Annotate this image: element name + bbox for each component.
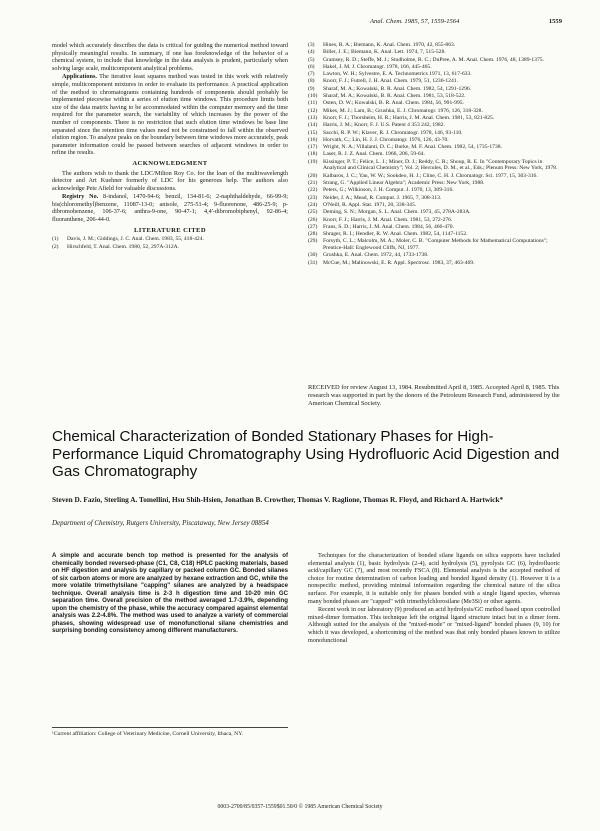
reference-text: Kissinger, P. T.; Felice, L. J.; Miner, D. J.; Reddy, C. R.; Shoup, R. E. In "Contemporary Topics in Analytical and Clinical Chemistry"; Vol. 2; Hercules, D. M., et al., Eds.; Plenum Press: New York, 1978. <box>323 158 558 172</box>
applications-heading: Applications. <box>62 73 97 81</box>
reference-item <box>308 78 560 85</box>
reference-item <box>308 173 560 180</box>
reference-number: (22) <box>308 187 318 194</box>
reference-number: (17) <box>308 144 318 151</box>
reference-number: (15) <box>308 129 318 136</box>
reference-item <box>308 180 560 187</box>
reference-item <box>308 57 560 64</box>
reference-item: (1) Davis, J. M.; Giddings, J. C. Anal. Chem. 1983, 55, 418-424. <box>52 236 204 243</box>
reference-number: (13) <box>308 114 318 121</box>
reference-text: Horvath, C.; Lin, H. J. J. Chromatogr. 1976, 126, 43-70. <box>323 136 449 143</box>
reference-number: (23) <box>308 194 318 201</box>
reference-text: Nelder, J. A.; Mead, R. Comput. J. 1965, 7, 308-313. <box>323 194 442 201</box>
reference-number: (8) <box>308 78 315 85</box>
reference-number: (9) <box>308 85 315 92</box>
reference-number: (3) <box>308 42 315 48</box>
reference-item <box>308 202 560 209</box>
affiliation-footnote: ¹Current affiliation: College of Veterinary Medicine, Cornell University, Ithaca, NY. <box>52 727 288 738</box>
body-paragraph-2: Recent work in our laboratory (9) produced an acid hydrolysis/GC method based upon controlled mixed-dimer formation. This technique left the original ligand structure intact but in a dimer form. Although suited for the analysis of the "mixed-mode" or "mixed-ligand" bonded phases (9, 10) for which it was developed, a shortcoming of the method was that only bonded phases known to utilize monofunctional <box>308 606 560 644</box>
right-reference-list <box>308 42 560 267</box>
page-footer: 0003-2700/85/0357-1559$01.50/0 © 1985 American Chemical Society <box>217 804 383 810</box>
reference-text: Sharaf, M. A.; Kowalski, B. R. Anal. Chem. 1982, 54, 1291-1296. <box>323 85 472 92</box>
reference-number: (5) <box>308 56 315 63</box>
reference-text: Wright, N. A.; Villalanti, D. C.; Burke, M. F. Anal. Chem. 1982, 54, 1735-1738. <box>323 144 502 151</box>
reference-item <box>308 137 560 144</box>
reference-text: Knorr, F. J.; Thorsheim, H. R.; Harris, J. M. Anal. Chem. 1981, 53, 821-825. <box>323 114 495 121</box>
reference-item <box>308 224 560 231</box>
reference-text: Biller, J. E.; Biemann, K. Anal. Lett. 1974, 7, 515-528. <box>323 49 446 56</box>
reference-item <box>308 122 560 129</box>
reference-text: Frans, S. D.; Harris, J. M. Anal. Chem. 1984, 56, 466-470. <box>323 223 454 230</box>
reference-text: Peters, G.; Wilkinson, J. H. Comput. J. 1970, 13, 309-316. <box>323 187 454 194</box>
reference-text: Hakel, J. M. J. Chromatogr. 1978, 166, 445-465. <box>323 63 432 70</box>
reference-text: Lawton, W. H.; Sylvestre, E. A. Technometrics 1971, 13, 617-633. <box>323 71 472 78</box>
reference-text: Knorr, F. J.; Futrell, J. H. Anal. Chem. 1979, 51, 1236-1241. <box>323 78 458 85</box>
reference-item <box>308 64 560 71</box>
reference-item <box>308 100 560 107</box>
reference-number: (10) <box>308 93 318 100</box>
article-authors: Steven D. Fazio, Sterling A. Tomellini, Hsu Shih-Hsien, Jonathan B. Crowther, Thomas V. Raglione, Thomas R. Floyd, and Richard A. Hartwick* <box>52 495 504 504</box>
article-title: Chemical Characterization of Bonded Stationary Phases for High-Performance Liquid Chromatography Using Hydrofluoric Acid Digestion and Gas Chromatography <box>52 428 560 480</box>
reference-text: McCue, M.; Malinowski, E. R. Appl. Spectrosc. 1983, 37, 463-469. <box>323 259 475 266</box>
reference-text: Kalbaros, J. C.; Yau, W. W.; Sookdeo, H. J.; Cline, C. H. J. Chromatogr. Sci. 1977, 15, 303-316. <box>323 172 538 179</box>
reference-item <box>308 86 560 93</box>
reference-item <box>308 151 560 158</box>
reference-text: Harris, J. M.; Knorr, F. J. U.S. Patent 4 353 242, 1982. <box>323 122 445 129</box>
reference-item <box>308 252 560 259</box>
intro-paragraph: model which accurately describes the data is critical for guiding the numerical method toward physically meaningful results. In summary, if one has foreknowledge of the behavior of a chemical system, to include that knowledge in the data analysis is prudent, particularly when solving large scale, multicomponent analytical problems. <box>52 42 288 72</box>
acknowledgment-text: The authors wish to thank the LDC/Milton Roy Co. for the loan of the multiwavelength detector and Art Kuehner formerly of LDC for his generous help. The authors also acknowledge Pete Afield for valuable discussions. <box>52 169 288 192</box>
reference-text: Laser, R. J. Z. Anal. Chem. 1966, 206, 59-64. <box>323 151 425 158</box>
article-affiliation: Department of Chemistry, Rutgers University, Piscataway, New Jersey 08854 <box>52 519 269 527</box>
applications-text: The iterative least squares method was tested in this work with relatively simple, multicomponent mixtures in order to evaluate its performance. A practical application of the method to chromatograms containing hundreds of components should probably be implemented piecewise within a series of elution time windows. This procedure limits both size of the data matrix having to be accommodated within the computer memory and the time required for the parameter search, the variability of which increases by the power of the number of components. There is no restriction that such elution time windows be base line separated since the retention time values need not be constrained to fall within the observed elution region. To analyze peaks on the boundary between time windows more accurately, peak parameter information could be passed between searches of adjacent windows in order to refine the results. <box>52 73 288 157</box>
reference-number: (14) <box>308 122 318 129</box>
reference-item <box>308 108 560 115</box>
reference-item <box>308 115 560 122</box>
reference-item <box>308 209 560 216</box>
reference-text: Sacchi, R. P. W.; Klaver, R. J. Chromatogr. 1978, 146, 93-110. <box>323 129 463 136</box>
reference-number: (12) <box>308 107 318 114</box>
reference-item <box>308 217 560 224</box>
reference-item <box>308 260 560 267</box>
reference-item <box>308 238 560 251</box>
reference-number: (21) <box>308 180 318 187</box>
reference-number: (16) <box>308 136 318 143</box>
reference-item: (2) Hirschfeld, T. Anal. Chem. 1980, 52, 297A-312A. <box>52 243 180 250</box>
reference-number: (28) <box>308 231 318 238</box>
reference-item <box>308 130 560 137</box>
reference-item <box>308 49 560 56</box>
reference-number: (6) <box>308 63 315 70</box>
registry-label: Registry No. <box>62 193 99 201</box>
reference-number: (19) <box>308 158 318 165</box>
reference-number: (18) <box>308 151 318 158</box>
reference-item <box>308 93 560 100</box>
reference-text: Shrager, R. I.; Hendler, R. W. Anal. Chem. 1982, 54, 1147-1152. <box>323 231 468 238</box>
page-number: 1559 <box>548 18 562 25</box>
received-note: RECEIVED for review August 13, 1984. Resubmitted April 8, 1985. Accepted April 8, 1985. This research was supported in part by the donors of the Petroleum Research Fund, administered by the American Chemical Society. <box>308 384 560 407</box>
reference-number: (26) <box>308 216 318 223</box>
reference-text: Forsyth, C. L.; Malcolm, M. A.; Moler, C. B. "Computer Methods for Mathematical Computations"; Prentice-Hall: Englewood Cliffs, NJ, 1977. <box>323 238 548 252</box>
applications-paragraph <box>52 73 288 157</box>
reference-item <box>308 71 560 78</box>
reference-text: Gramsey, R. D.; Steffe, M. J.; Studholme, R. C.; DuPree, A. M. Anal. Chem. 1976, 48, 1389-1375. <box>323 56 544 63</box>
body-paragraph-1: Techniques for the characterization of bonded silane ligands on silica supports have included elemental analysis (1), basic hydrolysis (2-4), acid hydrolysis (5), pyrolysis GC (6), hydrofluoric acid/capillary GC (7), and most recently FSCA (8). Elemental analysis is the accepted method of choice for routine determination of carbon loading and bonded ligand density (1). However it is a nonspecific method, providing minimal information regarding the chemical nature of the silica surface. For example, it is suitable only for phases bonded with a single ligand species, whereas many bonded phases are "capped" with trimethylchlorosilane (Me3Si) or other agents. <box>308 552 560 605</box>
reference-item <box>308 144 560 151</box>
reference-number: (24) <box>308 201 318 208</box>
article-abstract: A simple and accurate bench top method is presented for the analysis of chemically bonded reversed-phase (C1, C8, C18) HPLC packing materials, based on HF digestion and analysis by capillary or packed column GC. Bonded silanes of six carbon atoms or more are analyzed by hexane extraction and GC, while the more volatile trimethylsilane "capping" silanes are analyzed by a headspace technique. Overall analysis time is 2-3 h digestion time and 10-20 min GC separation time. Overall precision of the method averaged 1.7-3.9%, depending upon the chemistry of the phase, while the accuracy compared against elemental analysis was 2.2-4.8%. The method was used to analyze a variety of commercial phases, showing widespread use of monofunctional silane chemistries and surprising bonding consistency among different manufacturers. <box>52 552 288 634</box>
left-reference-list <box>52 236 288 250</box>
reference-text: Deming, S. N.; Morgan, S. L. Anal. Chem. 1973, 45, 278A-283A. <box>323 209 471 216</box>
reference-text: Osten, D. W.; Kowalski, B. R. Anal. Chem. 1984, 56, 991-995. <box>323 100 464 107</box>
reference-number: (4) <box>308 49 315 56</box>
reference-number: (25) <box>308 209 318 216</box>
reference-item <box>308 195 560 202</box>
reference-text: Mikes, M. J.; Lam, B.; Grushka, E. J. Chromatogr. 1976, 126, 318-328. <box>323 107 483 114</box>
reference-item <box>308 187 560 194</box>
article-body-column <box>308 552 560 645</box>
literature-cited-heading: LITERATURE CITED <box>133 226 207 234</box>
registry-text: 8-indanol, 1470-94-6; benzil, 134-81-6; 2-naphthaldehyde, 66-99-9; bis(chloromethyl)benzene, 11087-13-0; anisole, 275-51-4; 9-fluorenone, 486-25-9; p-dibromobenzene, 106-37-6; anthra-9-one, 90-47-1; 4,4'-dibromobiphenyl, 92-86-4; fluoranthene, 206-44-0. <box>52 193 289 224</box>
reference-number: (7) <box>308 71 315 78</box>
running-head: Anal. Chem. 1985, 57, 1559-1564 <box>370 18 460 25</box>
left-column <box>52 42 288 251</box>
reference-number: (27) <box>308 223 318 230</box>
reference-number: (29) <box>308 238 318 245</box>
reference-text: Hines, R. A.; Biemann, K. Anal. Chem. 1970, 42, 855-863. <box>323 42 456 48</box>
reference-text: Sharaf, M. A.; Kowalski, B. R. Anal. Chem. 1981, 53, 518-522. <box>323 93 466 100</box>
reference-item <box>308 159 560 172</box>
reference-text: O'Neill, R. Appl. Stat. 1971, 20, 338-345. <box>323 201 417 208</box>
reference-number: (20) <box>308 172 318 179</box>
reference-item <box>308 231 560 238</box>
acknowledgment-heading: ACKNOWLEDGMENT <box>132 159 208 167</box>
registry-paragraph <box>52 193 288 223</box>
reference-number: (11) <box>308 100 318 107</box>
reference-number: (31) <box>308 259 318 266</box>
reference-text: Knorr, F. J.; Harris, J. M. Anal. Chem. 1981, 53, 272-276. <box>323 216 453 223</box>
reference-number: (30) <box>308 252 318 259</box>
reference-text: Grushka, E. Anal. Chem. 1972, 44, 1733-1738. <box>323 252 429 259</box>
reference-text: Strang, G. "Applied Linear Algebra"; Academic Press: New York, 1988. <box>323 180 485 187</box>
reference-item <box>308 42 560 49</box>
